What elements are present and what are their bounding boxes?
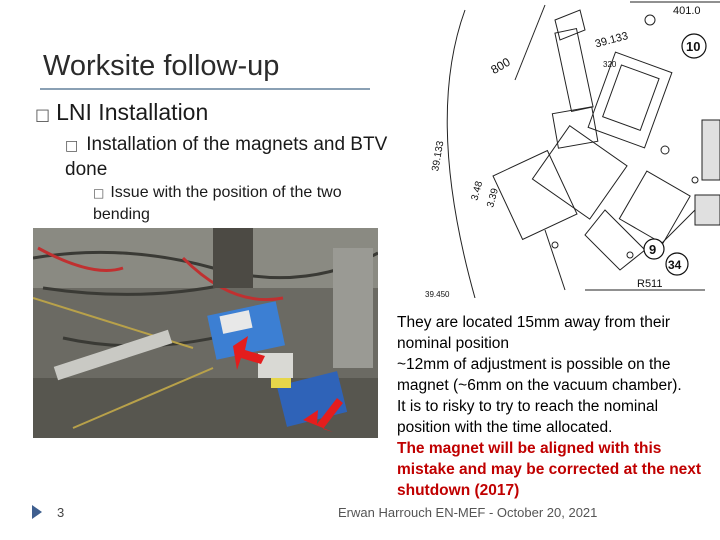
- circle-marker-9: [644, 239, 664, 259]
- circle-marker-10: [682, 34, 706, 58]
- installation-photo: [33, 228, 378, 438]
- callout-emphasis: The magnet will be aligned with this mistake and may be corrected at the next shutdown (2017): [397, 440, 702, 499]
- drawing-label-39133-top: 39.133: [593, 30, 630, 51]
- footer-arrow-icon: [32, 505, 42, 519]
- drawing-label-339: 3.39: [485, 187, 501, 209]
- bullet-text: Installation of the magnets and BTV done: [65, 134, 388, 180]
- title-underline: [40, 88, 370, 90]
- bullet-text: Issue with the position of the two bending: [93, 184, 342, 223]
- square-bullet-icon: □: [35, 105, 51, 124]
- bullet-text: LNI Installation: [56, 99, 209, 125]
- footer-text: Erwan Harrouch EN-MEF - October 20, 2021: [338, 505, 598, 520]
- callout-line: They are located 15mm away from their nominal position: [397, 314, 671, 352]
- slide-title: Worksite follow-up: [43, 50, 280, 82]
- drawing-label-bottom: 39.450: [425, 290, 450, 298]
- slide-number: 3: [57, 505, 65, 520]
- bullet-level-3: [93, 182, 393, 225]
- bullet-level-1: [35, 99, 208, 126]
- callout-text: [397, 312, 715, 501]
- circle-label-34: 34: [668, 258, 682, 272]
- drawing-label-39133-left: 39.133: [430, 140, 447, 173]
- drawing-label-radius: R511: [637, 278, 663, 290]
- square-bullet-icon: □: [65, 138, 79, 154]
- drawing-label-320: 320: [603, 60, 617, 69]
- circle-marker-34: [666, 253, 688, 275]
- callout-line: ~12mm of adjustment is possible on the magnet (~6mm on the vacuum chamber).: [397, 356, 682, 394]
- circle-label-9: 9: [649, 242, 657, 257]
- drawing-label-800: 800: [488, 54, 513, 77]
- technical-drawing: [405, 0, 720, 298]
- drawing-label-348: 3.48: [469, 180, 486, 202]
- circle-label-10: 10: [686, 39, 701, 54]
- bullet-level-2: [65, 133, 425, 181]
- callout-line: It is to risky to try to reach the nominal position with the time allocated.: [397, 398, 659, 436]
- square-bullet-icon: □: [93, 186, 105, 200]
- drawing-label-top-right: 401.0: [673, 5, 701, 17]
